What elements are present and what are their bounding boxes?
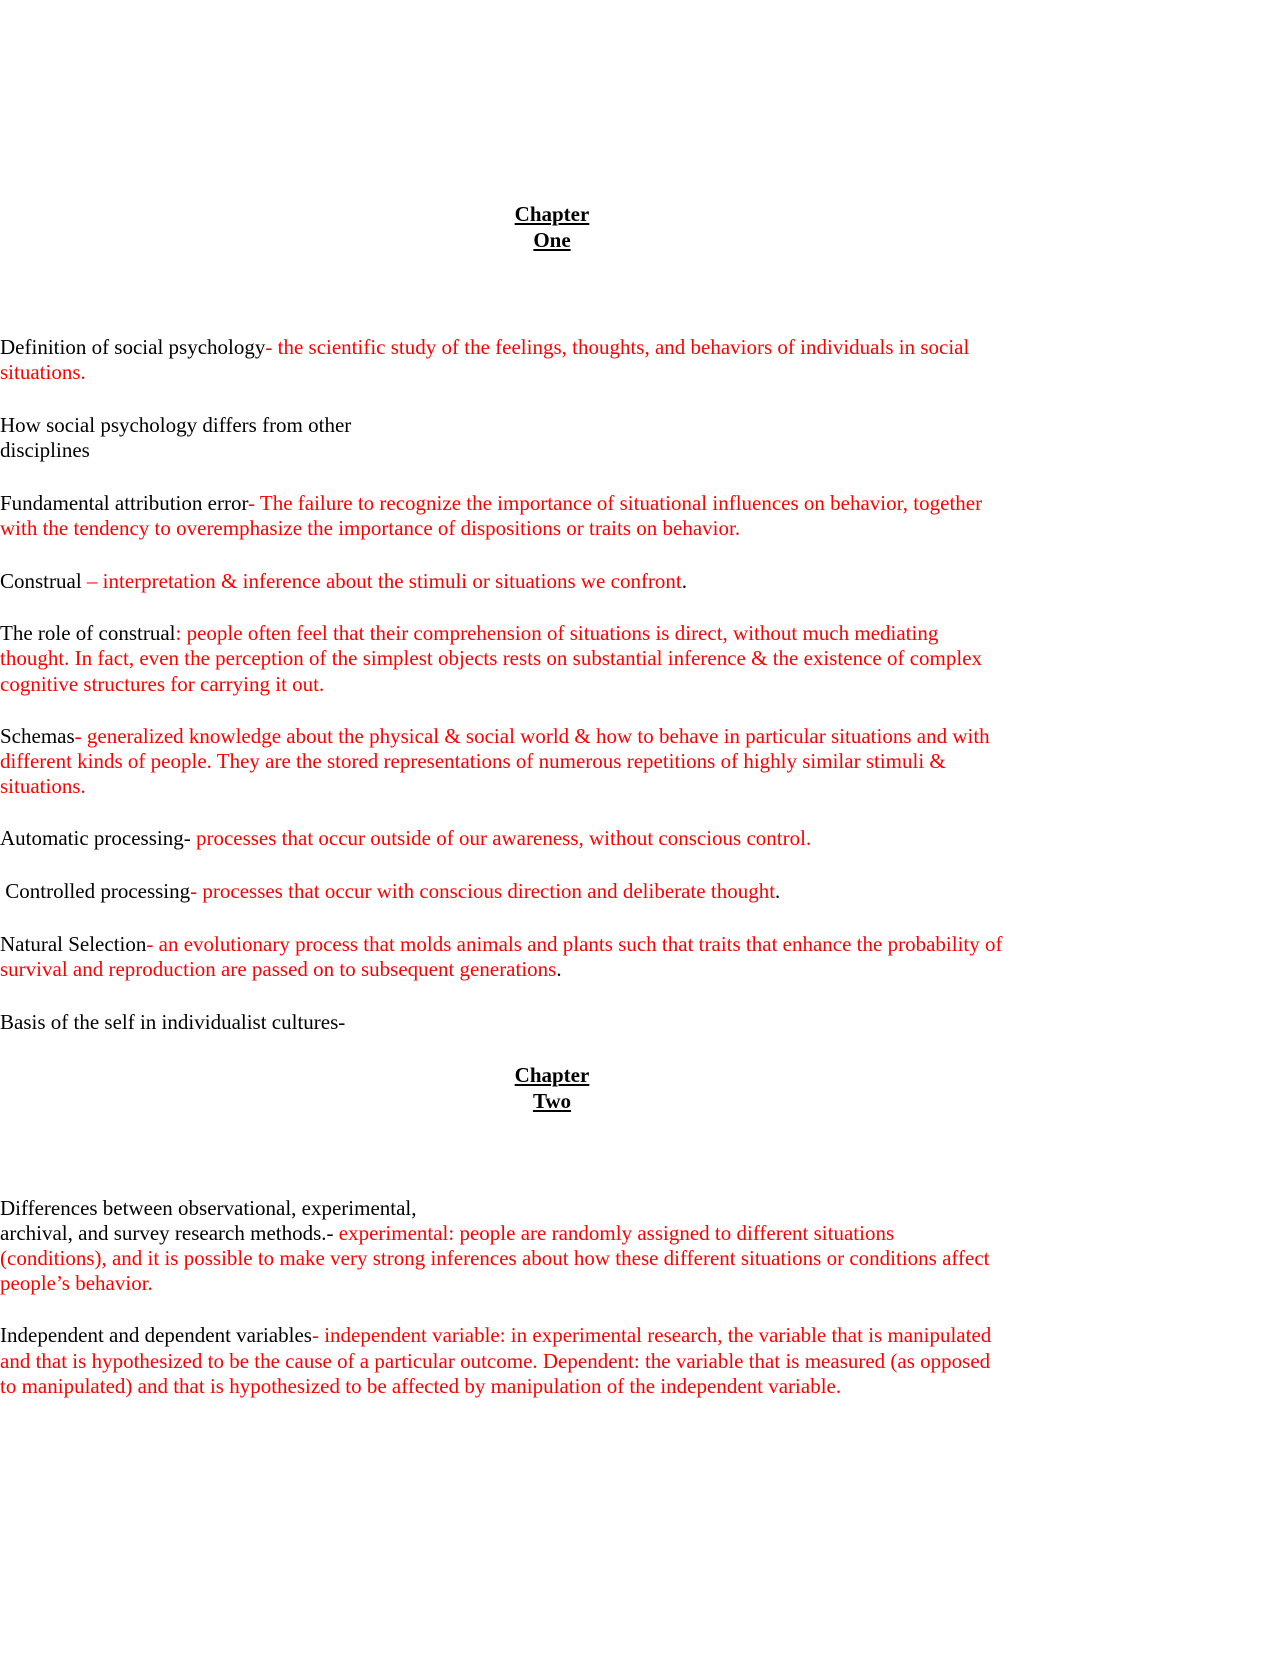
term: Independent and dependent variables	[0, 1323, 312, 1347]
definition: - processes that occur with conscious direction and deliberate thought	[190, 879, 776, 903]
chapter-one-title-line2: One	[533, 228, 571, 252]
definition-cont: to manipulated) and that is hypothesized to be affected by manipulation of the independent variable.	[0, 1374, 842, 1398]
term: Controlled processing	[0, 879, 191, 903]
term: Construal	[0, 569, 87, 593]
definition: – interpretation & inference about the stimuli or situations we confront	[86, 569, 682, 593]
term-cont: disciplines	[0, 438, 90, 462]
definition-cont: people’s behavior.	[0, 1271, 153, 1295]
definition-cont: with the tendency to overemphasize the importance of dispositions or traits on behavior.	[0, 516, 741, 540]
chapter-one-title-line1: Chapter	[514, 202, 590, 226]
definition-cont: thought. In fact, even the perception of the simplest objects rests on substantial inference & the existence of complex	[0, 646, 983, 670]
chapter-two-title-line1: Chapter	[514, 1063, 590, 1087]
chapter-two-title-line2: Two	[532, 1089, 572, 1113]
term: Automatic processing-	[0, 826, 196, 850]
period: .	[681, 569, 688, 593]
term: How social psychology differs from other	[0, 413, 352, 437]
definition-cont: different kinds of people. They are the stored representations of numerous repetitions of highly similar stimuli &	[0, 749, 946, 773]
term: Basis of the self in individualist cultures-	[0, 1010, 346, 1034]
definition: - an evolutionary process that molds animals and plants such that traits that enhance the probability of	[146, 932, 1003, 956]
definition-cont: cognitive structures for carrying it out.	[0, 672, 325, 696]
definition-cont: situations.	[0, 360, 86, 384]
definition: - generalized knowledge about the physical & social world & how to behave in particular situations and with	[74, 724, 990, 748]
term-cont: archival, and survey research methods.-	[0, 1221, 339, 1245]
period: .	[556, 957, 562, 981]
definition-cont: (conditions), and it is possible to make very strong inferences about how these different situations or conditions affect	[0, 1246, 990, 1270]
definition-cont: and that is hypothesized to be the cause of a particular outcome. Dependent: the variable that is measured (as opposed	[0, 1349, 991, 1373]
term: Natural Selection	[0, 932, 147, 956]
term: Differences between observational, experimental,	[0, 1196, 417, 1220]
chapter-one-heading	[0, 201, 1104, 253]
definition: experimental: people are randomly assigned to different situations	[338, 1221, 895, 1245]
definition-cont: situations.	[0, 774, 86, 798]
definition: processes that occur outside of our awareness, without conscious control.	[195, 826, 812, 850]
term: Definition of social psychology	[0, 335, 266, 359]
definition: - independent variable: in experimental research, the variable that is manipulated	[311, 1323, 992, 1347]
definition: : people often feel that their comprehension of situations is direct, without much mediating	[175, 621, 939, 645]
definition: - the scientific study of the feelings, thoughts, and behaviors of individuals in social	[265, 335, 970, 359]
definition: - The failure to recognize the importance of situational influences on behavior, together	[248, 491, 983, 515]
term: Fundamental attribution error	[0, 491, 249, 515]
chapter-two-heading	[0, 1062, 1104, 1114]
term: Schemas	[0, 724, 75, 748]
term: The role of construal	[0, 621, 176, 645]
definition-cont: survival and reproduction are passed on to subsequent generations	[0, 957, 557, 981]
period: .	[775, 879, 781, 903]
